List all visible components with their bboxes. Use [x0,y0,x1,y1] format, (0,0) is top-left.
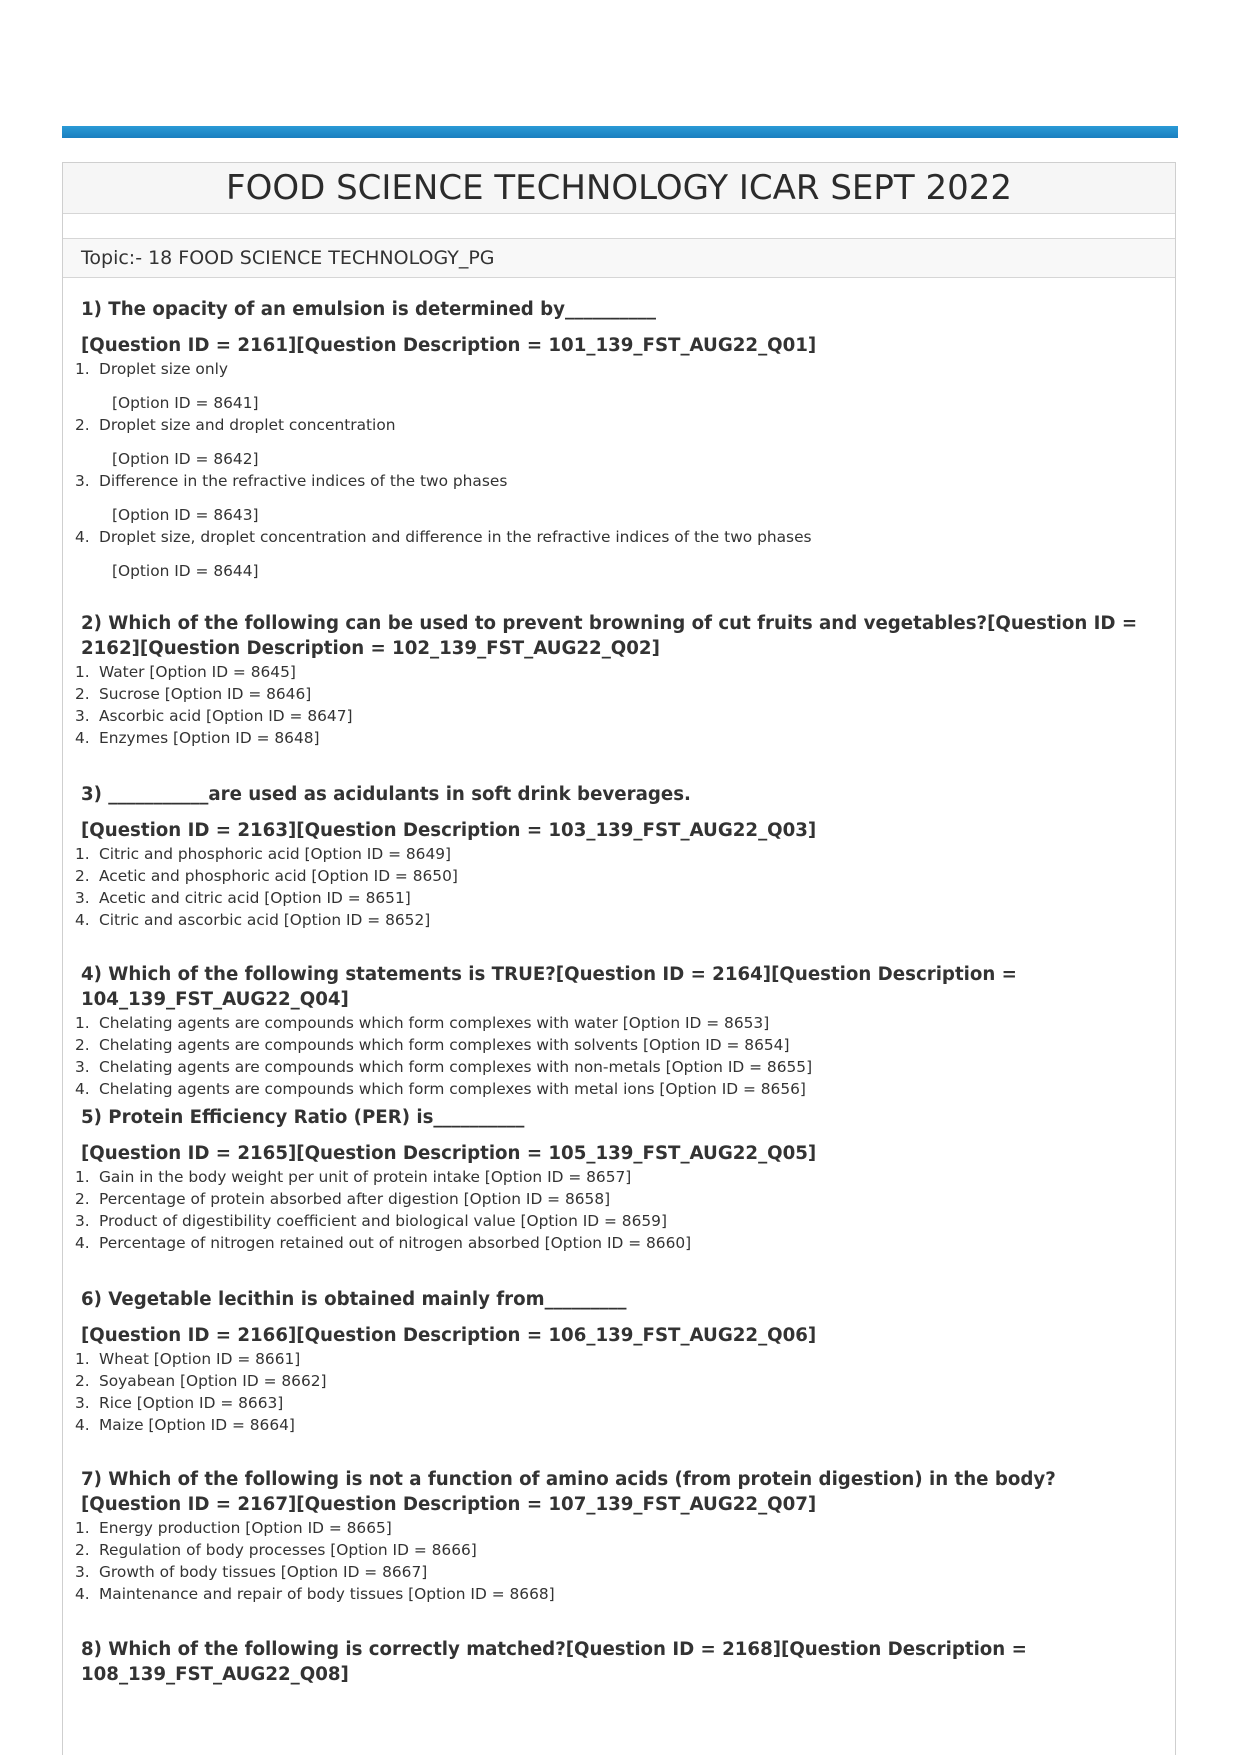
question-meta: [Question ID = 2165][Question Description = 105_139_FST_AUG22_Q05] [81,1143,817,1164]
option-id: [Option ID = 8641] [112,394,259,412]
option-number: 2. [75,1190,90,1208]
question-7 [63,1467,1177,1605]
option-number: 1. [75,663,90,681]
option-number: 1. [75,1519,90,1537]
page-title: FOOD SCIENCE TECHNOLOGY ICAR SEPT 2022 [63,163,1175,214]
option-number: 3. [75,472,90,490]
question-meta: [Question ID = 2163][Question Description = 103_139_FST_AUG22_Q03] [81,820,817,841]
option-item [63,909,1177,931]
option-number: 3. [75,1394,90,1412]
question-2 [63,611,1177,749]
option-text: Acetic and phosphoric acid [Option ID = 8650] [99,867,458,885]
option-item [63,1078,1177,1100]
option-item [63,705,1177,727]
question-text: 3) ___________are used as acidulants in soft drink beverages. [81,784,691,805]
option-item [63,1392,1177,1414]
option-text: Sucrose [Option ID = 8646] [99,685,312,703]
question-text: 8) Which of the following is correctly matched?[Question ID = 2168][Question Description = 108_139_FST_AUG22_Q08] [81,1639,1027,1685]
options-list [63,1348,1177,1436]
option-number: 3. [75,1058,90,1076]
question-text: 4) Which of the following statements is TRUE?[Question ID = 2164][Question Description = 104_139_FST_AUG22_Q04] [81,964,1017,1010]
header-spacer [63,214,1175,239]
option-number: 4. [75,729,90,747]
option-text: Acetic and citric acid [Option ID = 8651] [99,889,411,907]
option-item [63,865,1177,887]
option-item [63,1583,1177,1605]
option-number: 1. [75,1350,90,1368]
option-text: Enzymes [Option ID = 8648] [99,729,320,747]
question-text: 5) Protein Efficiency Ratio (PER) is__________ [81,1107,525,1128]
option-item [63,683,1177,705]
option-number: 2. [75,1036,90,1054]
option-item [63,843,1177,865]
option-text: Chelating agents are compounds which form complexes with metal ions [Option ID = 8656] [99,1080,806,1098]
option-item [63,1414,1177,1436]
option-id: [Option ID = 8642] [112,450,259,468]
option-number: 1. [75,1014,90,1032]
option-item [63,1188,1177,1210]
option-number: 3. [75,1563,90,1581]
question-8 [63,1637,1177,1687]
option-number: 3. [75,1212,90,1230]
option-number: 4. [75,1080,90,1098]
option-item [63,358,1177,414]
option-number: 4. [75,1416,90,1434]
option-text: Percentage of protein absorbed after digestion [Option ID = 8658] [99,1190,611,1208]
option-number: 2. [75,867,90,885]
option-number: 4. [75,1234,90,1252]
option-text: Soyabean [Option ID = 8662] [99,1372,327,1390]
option-item [63,1166,1177,1188]
question-text: 7) Which of the following is not a function of amino acids (from protein digestion) in the body?[Question ID = 2167][Question Description = 107_139_FST_AUG22_Q07] [81,1469,1056,1515]
option-id: [Option ID = 8644] [112,562,259,580]
option-item [63,727,1177,749]
option-text: Chelating agents are compounds which form complexes with water [Option ID = 8653] [99,1014,770,1032]
question-paper [62,162,1176,1755]
option-text: Rice [Option ID = 8663] [99,1394,284,1412]
option-text: Wheat [Option ID = 8661] [99,1350,301,1368]
options-list [63,358,1177,582]
question-4 [63,962,1177,1100]
option-number: 2. [75,416,90,434]
options-list [63,1517,1177,1605]
header-accent-bar [62,126,1178,138]
option-item [63,414,1177,470]
option-text: Difference in the refractive indices of the two phases [99,472,508,490]
option-text: Regulation of body processes [Option ID = 8666] [99,1541,477,1559]
option-number: 2. [75,685,90,703]
option-item [63,1517,1177,1539]
option-text: Chelating agents are compounds which form complexes with solvents [Option ID = 8654] [99,1036,790,1054]
option-text: Growth of body tissues [Option ID = 8667] [99,1563,428,1581]
option-text: Maintenance and repair of body tissues [Option ID = 8668] [99,1585,555,1603]
option-item [63,661,1177,683]
option-text: Citric and ascorbic acid [Option ID = 8652] [99,911,431,929]
question-3 [63,782,1177,931]
option-text: Droplet size only [99,360,228,378]
option-number: 4. [75,911,90,929]
options-list [63,843,1177,931]
option-item [63,887,1177,909]
option-number: 1. [75,360,90,378]
option-text: Energy production [Option ID = 8665] [99,1519,392,1537]
option-number: 4. [75,1585,90,1603]
option-text: Percentage of nitrogen retained out of nitrogen absorbed [Option ID = 8660] [99,1234,692,1252]
option-item [63,470,1177,526]
option-text: Droplet size and droplet concentration [99,416,396,434]
topic-label: Topic:- 18 FOOD SCIENCE TECHNOLOGY_PG [63,239,1175,278]
option-item [63,1561,1177,1583]
option-number: 4. [75,528,90,546]
question-6 [63,1287,1177,1436]
option-number: 1. [75,1168,90,1186]
options-list [63,661,1177,749]
question-meta: [Question ID = 2161][Question Description = 101_139_FST_AUG22_Q01] [81,335,817,356]
question-text: 2) Which of the following can be used to prevent browning of cut fruits and vegetables?[Question ID = 2162][Question Description = 102_139_FST_AUG22_Q02] [81,613,1138,659]
options-list [63,1166,1177,1254]
option-text: Droplet size, droplet concentration and difference in the refractive indices of the two phases [99,528,812,546]
option-text: Maize [Option ID = 8664] [99,1416,295,1434]
option-text: Product of digestibility coefficient and biological value [Option ID = 8659] [99,1212,667,1230]
option-item [63,1056,1177,1078]
option-number: 2. [75,1541,90,1559]
option-text: Ascorbic acid [Option ID = 8647] [99,707,353,725]
option-text: Chelating agents are compounds which form complexes with non-metals [Option ID = 8655] [99,1058,813,1076]
option-item [63,1370,1177,1392]
option-number: 1. [75,845,90,863]
question-text: 6) Vegetable lecithin is obtained mainly from_________ [81,1289,627,1310]
question-meta: [Question ID = 2166][Question Description = 106_139_FST_AUG22_Q06] [81,1325,817,1346]
option-item [63,1232,1177,1254]
options-list [63,1012,1177,1100]
option-item [63,1210,1177,1232]
option-item [63,526,1177,582]
option-id: [Option ID = 8643] [112,506,259,524]
option-item [63,1348,1177,1370]
option-item [63,1034,1177,1056]
option-number: 2. [75,1372,90,1390]
option-number: 3. [75,889,90,907]
option-text: Water [Option ID = 8645] [99,663,296,681]
question-5 [63,1105,1177,1254]
option-item [63,1012,1177,1034]
option-number: 3. [75,707,90,725]
question-1 [63,297,1177,582]
option-text: Citric and phosphoric acid [Option ID = 8649] [99,845,452,863]
question-text: 1) The opacity of an emulsion is determined by__________ [81,299,656,320]
option-item [63,1539,1177,1561]
option-text: Gain in the body weight per unit of protein intake [Option ID = 8657] [99,1168,632,1186]
